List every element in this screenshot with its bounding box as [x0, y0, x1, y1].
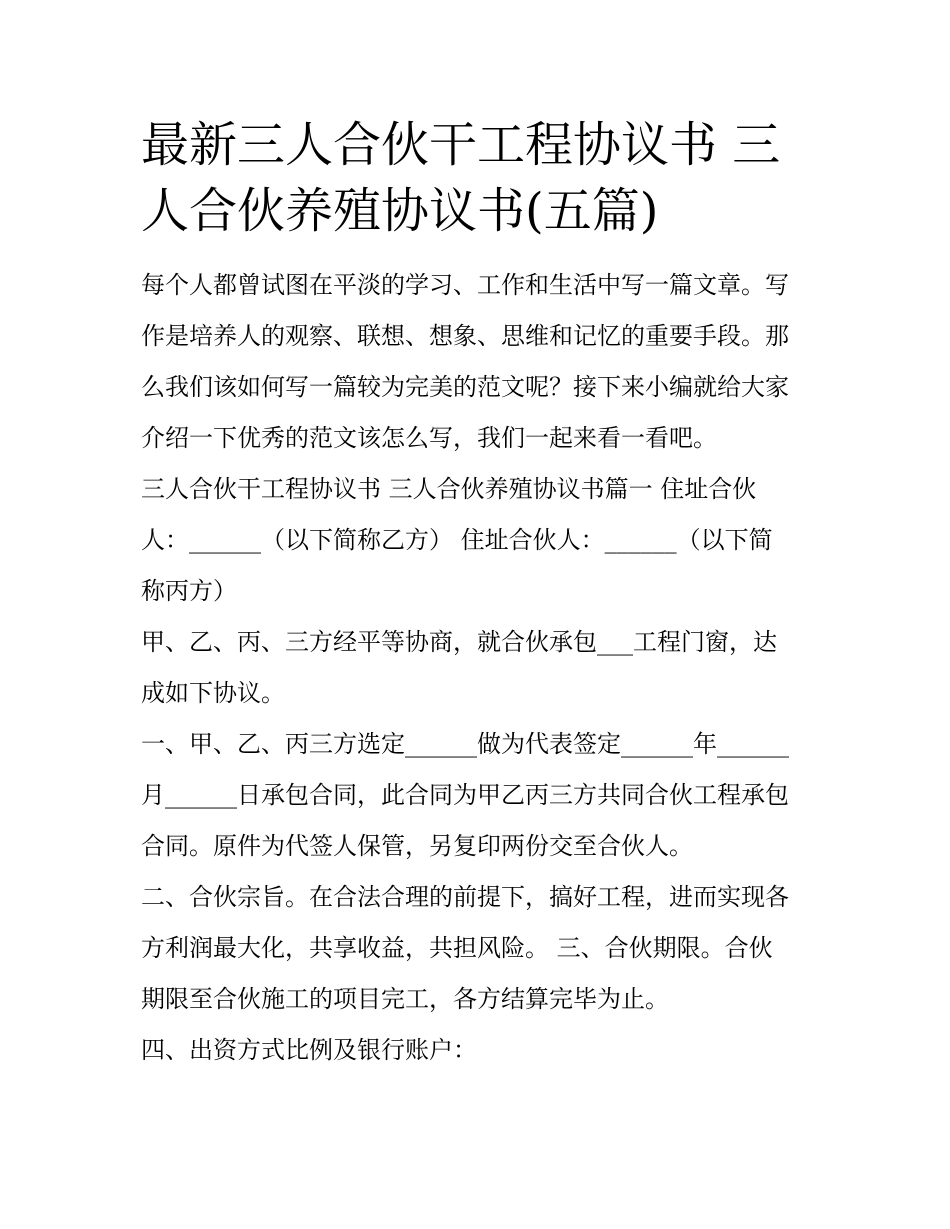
text-line: 称丙方）	[141, 577, 237, 605]
text-line: 四、出资方式比例及银行账户：	[141, 1036, 477, 1064]
text-line: 作是培养人的观察、联想、想象、思维和记忆的重要手段。那	[141, 322, 789, 350]
text-line: 期限至合伙施工的项目完工，各方结算完毕为止。	[141, 985, 669, 1013]
text-line: 月______日承包合同，此合同为甲乙丙三方共同合伙工程承包	[141, 781, 789, 809]
intro-paragraph	[141, 260, 813, 464]
text-line: 合同。原件为代签人保管，另复印两份交至合伙人。	[141, 832, 693, 860]
text-line: 介绍一下优秀的范文该怎么写，我们一起来看一看吧。	[141, 424, 717, 452]
clause-one-paragraph	[141, 719, 813, 872]
text-line: 方利润最大化，共享收益，共担风险。 三、合伙期限。合伙	[141, 934, 773, 962]
document-body	[141, 260, 813, 1076]
text-line: 二、合伙宗旨。在合法合理的前提下，搞好工程，进而实现各	[141, 883, 789, 911]
title-line: 最新三人合伙干工程协议书 三	[141, 117, 781, 173]
clause-two-three-paragraph	[141, 872, 813, 1025]
agreement-paragraph	[141, 617, 813, 719]
text-line: 成如下协议。	[141, 679, 285, 707]
clause-four-paragraph	[141, 1025, 813, 1076]
document-page	[141, 112, 813, 1076]
text-line: 么我们该如何写一篇较为完美的范文呢？接下来小编就给大家	[141, 373, 789, 401]
text-line: 每个人都曾试图在平淡的学习、工作和生活中写一篇文章。写	[141, 271, 789, 299]
text-line: 甲、乙、丙、三方经平等协商，就合伙承包___工程门窗，达	[141, 628, 777, 656]
parties-paragraph	[141, 464, 813, 617]
text-line: 人：______（以下简称乙方） 住址合伙人：______（以下简	[141, 526, 773, 554]
text-line: 三人合伙干工程协议书 三人合伙养殖协议书篇一 住址合伙	[141, 475, 757, 503]
document-title	[141, 112, 813, 244]
title-line: 人合伙养殖协议书(五篇)	[141, 183, 659, 239]
text-line: 一、甲、乙、丙三方选定______做为代表签定______年______	[141, 730, 789, 758]
